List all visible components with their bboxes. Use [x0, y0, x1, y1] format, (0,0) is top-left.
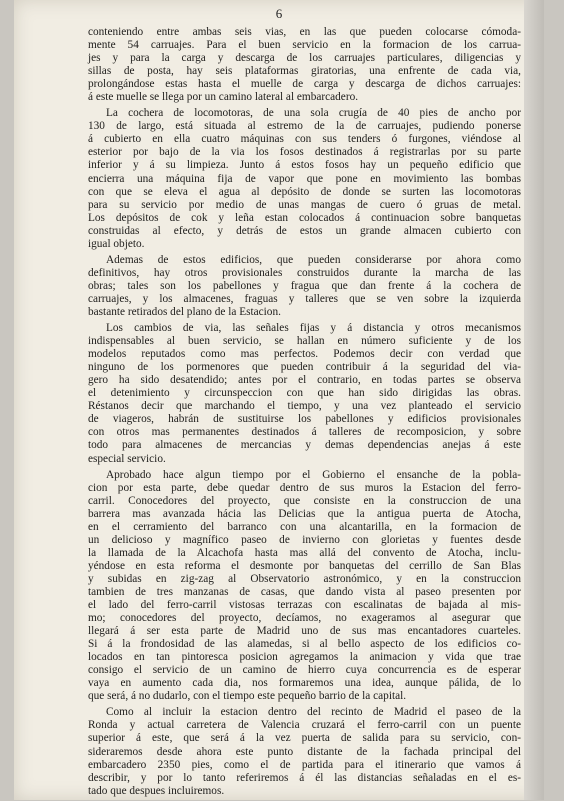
- text-line: llegará á ser esta parte de Madrid uno de sus mas encantadores cuarteles.: [88, 625, 521, 638]
- paragraph: [88, 469, 521, 704]
- text-line: con otros mas permanentes destinados á talleres de recomposicion, y sobre: [88, 426, 521, 439]
- text-line: describir, y por lo tanto referiremos á él las distancias señaladas en el es-: [88, 771, 521, 784]
- text-line: Ademas de estos edificios, que pueden considerarse por ahora como: [106, 253, 521, 266]
- text-line: carruajes, y los almacenes, fraguas y talleres que se ven sobre la izquierda: [88, 292, 521, 305]
- body-text: [88, 26, 521, 801]
- text-line: todo para almacenes de mercancias y demas dependencias anejas á este: [88, 439, 521, 452]
- text-line: con que se eleva el agua al depósito de donde se surten las locomotoras: [88, 185, 521, 198]
- text-line: gero ha sido desatendido; antes por el contrario, en todas partes se observa: [88, 374, 521, 387]
- paragraph: [88, 706, 521, 797]
- text-line: el lado del ferro-carril vistosas terrazas con escalinatas de bajada al mis-: [88, 599, 521, 612]
- text-line: Ronda y actual carretera de Valencia cruzará el ferro-carril con un puente: [88, 719, 521, 732]
- text-line: 130 de largo, está situada al estremo de la de carruajes, pudiendo ponerse: [88, 120, 521, 133]
- paragraph: [88, 26, 521, 104]
- text-line: Los cambios de via, las señales fijas y á distancia y otros mecanismos: [106, 322, 521, 335]
- text-line: carril. Conocedores del proyecto, que consiste en la construccion de una: [88, 494, 521, 507]
- text-line: inferior y á su limpieza. Junto á estos fosos hay un pequeño edificio que: [88, 159, 521, 172]
- text-line: tambien de tres manzanas de casas, que dando vista al paseo presenten por: [88, 585, 521, 598]
- text-line: esterior por bajo de la via los fosos destinados á registrarlas por su parte: [88, 146, 521, 159]
- text-line: y subidas en zig-zag al Observatorio astronómico, y en la construccion: [88, 572, 521, 585]
- text-line: bastante retirados del plano de la Estacion.: [88, 305, 281, 318]
- text-line: el detenimiento y circunspeccion con que han sido dirigidas las obras.: [88, 387, 521, 400]
- text-line: conteniendo entre ambas seis vias, en las que pueden colocarse cómoda-: [88, 26, 521, 38]
- paragraph: [88, 322, 521, 466]
- text-line: locados en tan pintoresca posicion agregamos la animacion y vida que trae: [88, 651, 521, 664]
- text-line: superior á este, que será á la vez puerta de salida para su servicio, con-: [88, 732, 521, 745]
- text-line: consigo el servicio de un camino de hierro cuya concurrencia es de esperar: [88, 664, 521, 677]
- text-line: construidas al efecto, y detrás de estos un grande almacen cubierto con: [88, 224, 521, 237]
- text-line: encierra una máquina fija de vapor que pone en movimiento las bombas: [88, 172, 521, 185]
- text-line: jes y para la carga y descarga de los carruajes particulares, diligencias y: [88, 52, 521, 65]
- text-line: Si á la frondosidad de las alamedas, si al bello aspecto de los edificios co-: [88, 638, 521, 651]
- text-line: yéndose en esta reforma el desmonte por banquetas del cerrillo de San Blas: [88, 559, 521, 572]
- paragraph: [88, 107, 521, 251]
- text-line: de viageros, habrán de sustituirse los pabellones y edificios provisionales: [88, 413, 521, 426]
- text-line: mo; conocedores del proyecto, decíamos, no exageramos al asegurar que: [88, 612, 521, 625]
- text-line: vaya en aumento cada dia, nos formaremos una idea, aunque pálida, de lo: [88, 677, 521, 690]
- page-edge: [524, 0, 544, 800]
- text-line: obras; tales son los pabellones y fragua que dan frente á la cochera de: [88, 279, 521, 292]
- text-line: barrera mas avanzada hácia las Delicias que la antigua puerta de Atocha,: [88, 507, 521, 520]
- text-line: tado que despues incluiremos.: [88, 784, 225, 797]
- text-line: prolongándose estas hasta el muelle de carga y descarga de dichos carruajes:: [88, 78, 521, 91]
- text-line: mente 54 carruajes. Para el buen servicio en la formacion de los carrua-: [88, 39, 521, 52]
- text-line: Como al incluir la estacion dentro del recinto de Madrid el paseo de la: [106, 706, 521, 719]
- text-line: cion por esta parte, debe quedar dentro de sus muros la Estacion del ferro-: [88, 481, 521, 494]
- text-line: la llamada de la Alcachofa hasta mas allá del convento de Atocha, inclu-: [88, 546, 521, 559]
- text-line: modelos reputados como mas perfectos. Podemos decir con verdad que: [88, 348, 521, 361]
- text-line: La cochera de locomotoras, de una sola crugía de 40 pies de ancho por: [106, 107, 521, 120]
- text-line: indispensables al buen servicio, se hallan en número suficiente y de los: [88, 335, 521, 348]
- text-line: definitivos, hay otros provisionales construidos durante la marcha de las: [88, 266, 521, 279]
- text-line: sillas de posta, hay seis plataformas giratorias, una enfrente de cada via,: [88, 65, 521, 78]
- text-line: en el cerramiento del barranco con una alcantarilla, en la formacion de: [88, 520, 521, 533]
- paragraph: [88, 254, 521, 319]
- text-line: Réstanos decir que marchando el tiempo, y una vez planteado el servicio: [88, 400, 521, 413]
- text-line: Los depósitos de cok y leña estan colocados á continuacion sobre banquetas: [88, 211, 521, 224]
- text-line: Aprobado hace algun tiempo por el Gobierno el ensanche de la pobla-: [106, 468, 521, 481]
- document-page: [14, 0, 544, 800]
- text-line: igual objeto.: [88, 237, 145, 250]
- text-line: sideraremos desde ahora este punto distante de la fachada principal del: [88, 745, 521, 758]
- text-line: que será, á no dudarlo, con el tiempo este pequeño barrio de la capital.: [88, 690, 407, 703]
- text-line: especial servicio.: [88, 452, 166, 465]
- text-line: á cubierto en ella cuatro máquinas con sus tenders ó furgones, viéndose al: [88, 133, 521, 146]
- text-line: á este muelle se llega por un camino lateral al embarcadero.: [88, 91, 359, 104]
- text-line: un delicioso y magnífico paseo de invierno con glorietas y fuentes desde: [88, 533, 521, 546]
- text-line: para su servicio por medio de unas mangas de cuero ó gruas de metal.: [88, 198, 521, 211]
- text-line: ninguno de los pormenores que pueden contribuir á la seguridad del via-: [88, 361, 521, 374]
- page-number: 6: [275, 6, 283, 21]
- text-line: embarcadero 2350 pies, como el de partida para el itinerario que vamos á: [88, 758, 521, 771]
